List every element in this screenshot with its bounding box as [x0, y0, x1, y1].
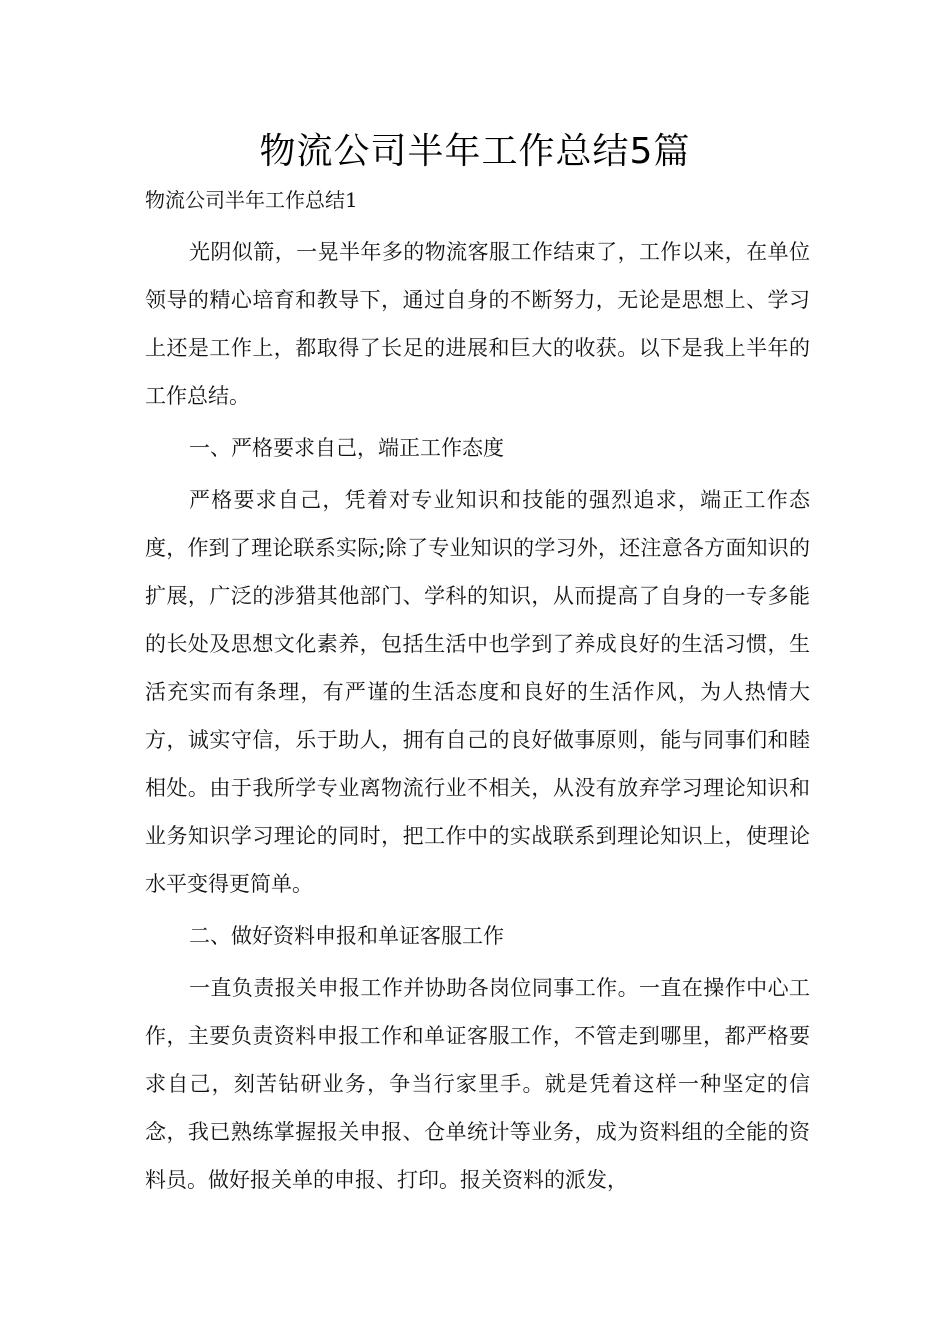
section-subtitle: 物流公司半年工作总结1 [145, 188, 358, 212]
document-body [145, 176, 810, 1208]
section-heading-2: 二、做好资料申报和单证客服工作 [189, 924, 504, 948]
document-title: 物流公司半年工作总结5篇 [259, 131, 691, 172]
paragraph-section-1: 严格要求自己，凭着对专业知识和技能的强烈追求，端正工作态度，作到了理论联系实际;除了专业知识的学习外，还注意各方面知识的扩展，广泛的涉猎其他部门、学科的知识，从而提高了自身的一专多能的长处及思想文化素养，包括生活中也学到了养成良好的生活习惯，生活充实而有条理，有严谨的生活态度和良好的生活作风，为人热情大方，诚实守信，乐于助人，拥有自己的良好做事原则，能与同事们和睦相处。由于我所学专业离物流行业不相关，从没有放弃学习理论知识和业务知识学习理论的同时，把工作中的实战联系到理论知识上，使理论水平变得更简单。 [145, 488, 810, 896]
section-heading-1: 一、严格要求自己，端正工作态度 [189, 436, 504, 460]
paragraph-section-2: 一直负责报关申报工作并协助各岗位同事工作。一直在操作中心工作，主要负责资料申报工作和单证客服工作，不管走到哪里，都严格要求自己，刻苦钻研业务，争当行家里手。就是凭着这样一种坚定的信念，我已熟练掌握报关申报、仓单统计等业务，成为资料组的全能的资料员。做好报关单的申报、打印。报关资料的派发， [145, 976, 810, 1192]
paragraph-intro: 光阴似箭，一晃半年多的物流客服工作结束了，工作以来，在单位领导的精心培育和教导下，通过自身的不断努力，无论是思想上、学习上还是工作上，都取得了长足的进展和巨大的收获。以下是我上半年的工作总结。 [145, 240, 810, 408]
